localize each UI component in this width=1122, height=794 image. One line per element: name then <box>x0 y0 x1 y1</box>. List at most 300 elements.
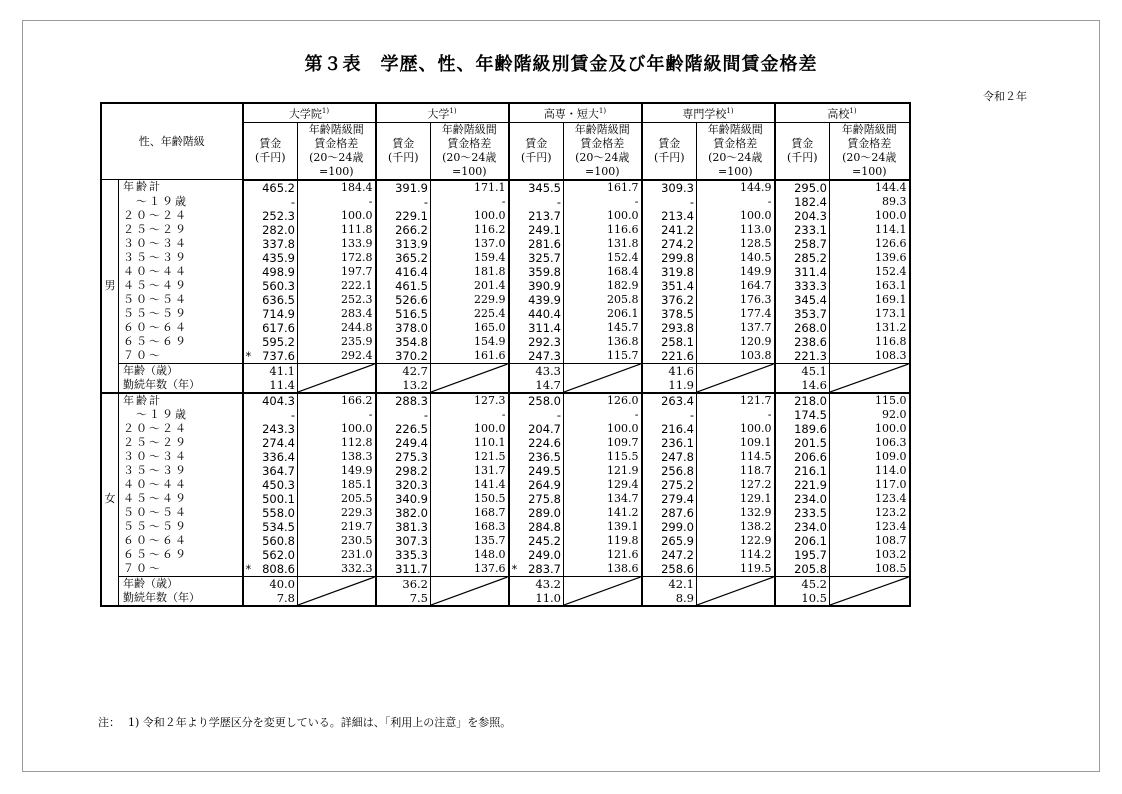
wage-diff-value: 165.0 <box>431 321 509 335</box>
wage-diff-value: 121.9 <box>564 464 642 478</box>
wage-diff-value: 138.2 <box>697 520 775 534</box>
wage-diff-value: 100.0 <box>431 422 509 436</box>
age-group-label: ６５～６９ <box>119 548 243 562</box>
wage-diff-value: 113.0 <box>697 223 775 237</box>
wage-value: 560.3 <box>243 279 298 293</box>
wage-value: 236.1 <box>642 436 697 450</box>
wage-value: 560.8 <box>243 534 298 548</box>
wage-value: 234.0 <box>775 520 830 534</box>
age-group-label: ７０～ <box>119 349 243 364</box>
wage-diff-value: 169.1 <box>830 293 910 307</box>
wage-diff-value: 100.0 <box>564 422 642 436</box>
wage-value: 275.8 <box>509 492 564 506</box>
wage-diff-value: 111.8 <box>298 223 376 237</box>
wage-diff-value: 201.4 <box>431 279 509 293</box>
wage-value: - <box>376 195 431 209</box>
wage-diff-value: 252.3 <box>298 293 376 307</box>
wage-diff-value: 128.5 <box>697 237 775 251</box>
wage-diff-value: 139.1 <box>564 520 642 534</box>
wage-value: 201.5 <box>775 436 830 450</box>
wage-value: 204.7 <box>509 422 564 436</box>
wage-diff-value: 129.4 <box>564 478 642 492</box>
wage-diff-column-header: 年齢階級間 賃金格差 (20～24歳 =100) <box>431 122 509 180</box>
table-row <box>101 349 910 364</box>
wage-diff-value: - <box>697 195 775 209</box>
table-row <box>101 180 910 195</box>
table-row <box>101 436 910 450</box>
wage-value: 391.9 <box>376 180 431 195</box>
wage-diff-value: 103.2 <box>830 548 910 562</box>
diagonal-slash <box>298 576 376 606</box>
table-row <box>101 548 910 562</box>
wage-value: 287.6 <box>642 506 697 520</box>
wage-value: 249.1 <box>509 223 564 237</box>
wage-value: 258.0 <box>509 393 564 408</box>
table-row <box>101 335 910 349</box>
wage-diff-column-header: 年齢階級間 賃金格差 (20～24歳 =100) <box>830 122 910 180</box>
wage-value: 274.4 <box>243 436 298 450</box>
wage-diff-value: 149.9 <box>697 265 775 279</box>
age-group-label: ２５～２９ <box>119 223 243 237</box>
wage-diff-value: 116.8 <box>830 335 910 349</box>
wage-diff-value: 154.9 <box>431 335 509 349</box>
wage-diff-value: 168.7 <box>431 506 509 520</box>
service-years-value: 14.6 <box>775 378 830 393</box>
wage-value: 204.3 <box>775 209 830 223</box>
wage-value: 289.0 <box>509 506 564 520</box>
wage-value: 182.4 <box>775 195 830 209</box>
sex-label: 男 <box>101 180 119 393</box>
wage-diff-value: - <box>298 408 376 422</box>
wage-value: 292.3 <box>509 335 564 349</box>
service-years-value: 14.7 <box>509 378 564 393</box>
wage-value: * 283.7 <box>509 562 564 577</box>
wage-value: 390.9 <box>509 279 564 293</box>
wage-value: 337.8 <box>243 237 298 251</box>
diagonal-slash <box>830 363 910 393</box>
service-years-value: 10.5 <box>775 591 830 606</box>
wage-diff-value: 109.1 <box>697 436 775 450</box>
wage-value: 174.5 <box>775 408 830 422</box>
wage-value: 378.0 <box>376 321 431 335</box>
wage-value: 216.4 <box>642 422 697 436</box>
wage-diff-value: 138.6 <box>564 562 642 577</box>
wage-value: - <box>642 195 697 209</box>
wage-value: 298.2 <box>376 464 431 478</box>
wage-value: 376.2 <box>642 293 697 307</box>
table-row <box>101 293 910 307</box>
wage-diff-value: 149.9 <box>298 464 376 478</box>
wage-diff-value: 123.4 <box>830 520 910 534</box>
wage-column-header: 賃金 (千円) <box>642 122 697 180</box>
wage-diff-value: 100.0 <box>431 209 509 223</box>
wage-value: * 808.6 <box>243 562 298 577</box>
wage-diff-value: 152.4 <box>830 265 910 279</box>
wage-diff-value: 114.2 <box>697 548 775 562</box>
service-years-label: 勤続年数（年） <box>119 591 243 606</box>
wage-value: 205.8 <box>775 562 830 577</box>
wage-value: 382.0 <box>376 506 431 520</box>
wage-value: 351.4 <box>642 279 697 293</box>
wage-value: 311.4 <box>509 321 564 335</box>
age-group-label: ３０～３４ <box>119 450 243 464</box>
wage-value: 333.3 <box>775 279 830 293</box>
wage-value: 299.8 <box>642 251 697 265</box>
wage-value: 258.7 <box>775 237 830 251</box>
age-group-label: ３５～３９ <box>119 464 243 478</box>
wage-value: 206.6 <box>775 450 830 464</box>
wage-value: 258.6 <box>642 562 697 577</box>
edu-header: 大学院$^{1)}$ <box>243 103 376 122</box>
wage-diff-value: 166.2 <box>298 393 376 408</box>
wage-diff-value: 163.1 <box>830 279 910 293</box>
wage-value: 435.9 <box>243 251 298 265</box>
age-group-label: ２０～２４ <box>119 209 243 223</box>
service-years-value: 7.8 <box>243 591 298 606</box>
wage-diff-value: 177.4 <box>697 307 775 321</box>
edu-header: 高校$^{1)}$ <box>775 103 910 122</box>
wage-diff-value: 225.4 <box>431 307 509 321</box>
wage-value: 293.8 <box>642 321 697 335</box>
diagonal-slash <box>298 363 376 393</box>
wage-value: 404.3 <box>243 393 298 408</box>
age-group-label: ５５～５９ <box>119 307 243 321</box>
wage-diff-value: 120.9 <box>697 335 775 349</box>
wage-diff-value: 161.7 <box>564 180 642 195</box>
wage-value: 319.8 <box>642 265 697 279</box>
wage-diff-value: 129.1 <box>697 492 775 506</box>
wage-diff-value: 229.9 <box>431 293 509 307</box>
wage-diff-value: 197.7 <box>298 265 376 279</box>
wage-diff-value: - <box>564 408 642 422</box>
wage-value: 247.2 <box>642 548 697 562</box>
age-group-label: ５０～５４ <box>119 293 243 307</box>
wage-value: 516.5 <box>376 307 431 321</box>
wage-value: 636.5 <box>243 293 298 307</box>
wage-diff-value: 116.6 <box>564 223 642 237</box>
wage-diff-value: 114.5 <box>697 450 775 464</box>
wage-diff-value: 100.0 <box>564 209 642 223</box>
wage-diff-value: 134.7 <box>564 492 642 506</box>
wage-value: 274.2 <box>642 237 697 251</box>
wage-value: 526.6 <box>376 293 431 307</box>
wage-value: 229.1 <box>376 209 431 223</box>
average-age-label: 年齢（歳） <box>119 363 243 378</box>
age-group-label: ２５～２９ <box>119 436 243 450</box>
wage-value: 353.7 <box>775 307 830 321</box>
wage-value: 282.0 <box>243 223 298 237</box>
wage-diff-value: 144.4 <box>830 180 910 195</box>
wage-diff-value: 219.7 <box>298 520 376 534</box>
wage-diff-value: 100.0 <box>697 209 775 223</box>
wage-diff-value: 137.6 <box>431 562 509 577</box>
wage-value: 562.0 <box>243 548 298 562</box>
wage-diff-value: 117.0 <box>830 478 910 492</box>
wage-diff-value: 108.3 <box>830 349 910 364</box>
table-row <box>101 223 910 237</box>
wage-value: 249.4 <box>376 436 431 450</box>
wage-value: 450.3 <box>243 478 298 492</box>
wage-diff-column-header: 年齢階級間 賃金格差 (20～24歳 =100) <box>697 122 775 180</box>
wage-diff-value: 106.3 <box>830 436 910 450</box>
wage-diff-value: 131.2 <box>830 321 910 335</box>
wage-value: - <box>376 408 431 422</box>
age-group-label: ３０～３４ <box>119 237 243 251</box>
wage-value: 534.5 <box>243 520 298 534</box>
asterisk-mark: * <box>245 348 252 363</box>
average-age-value: 43.3 <box>509 363 564 378</box>
diagonal-slash <box>564 363 642 393</box>
wage-value: 345.5 <box>509 180 564 195</box>
wage-value: 498.9 <box>243 265 298 279</box>
wage-value: 279.4 <box>642 492 697 506</box>
asterisk-mark: * <box>245 561 252 576</box>
average-age-value: 45.2 <box>775 576 830 591</box>
diagonal-slash <box>431 576 509 606</box>
wage-diff-value: 148.0 <box>431 548 509 562</box>
diagonal-slash <box>564 576 642 606</box>
wage-diff-value: 176.3 <box>697 293 775 307</box>
wage-diff-value: 168.4 <box>564 265 642 279</box>
service-years-value: 11.4 <box>243 378 298 393</box>
age-group-label: ４５～４９ <box>119 492 243 506</box>
age-group-label: ６０～６４ <box>119 534 243 548</box>
wage-diff-value: 92.0 <box>830 408 910 422</box>
wage-diff-value: 100.0 <box>830 209 910 223</box>
wage-value: 256.8 <box>642 464 697 478</box>
wage-diff-value: 230.5 <box>298 534 376 548</box>
wage-diff-value: 119.8 <box>564 534 642 548</box>
wage-value: 243.3 <box>243 422 298 436</box>
wage-diff-value: 115.0 <box>830 393 910 408</box>
wage-value: 299.0 <box>642 520 697 534</box>
table-row <box>101 279 910 293</box>
wage-value: 247.3 <box>509 349 564 364</box>
wage-diff-value: 114.0 <box>830 464 910 478</box>
wage-value: 264.9 <box>509 478 564 492</box>
wage-value: - <box>509 408 564 422</box>
table-row <box>101 562 910 577</box>
age-group-label: ２０～２４ <box>119 422 243 436</box>
wage-value: 224.6 <box>509 436 564 450</box>
wage-diff-value: 123.4 <box>830 492 910 506</box>
wage-diff-value: 168.3 <box>431 520 509 534</box>
wage-value: 281.6 <box>509 237 564 251</box>
average-age-value: 36.2 <box>376 576 431 591</box>
wage-value: 221.9 <box>775 478 830 492</box>
table-row <box>101 506 910 520</box>
wage-value: 416.4 <box>376 265 431 279</box>
wage-diff-value: 152.4 <box>564 251 642 265</box>
table-row <box>101 265 910 279</box>
sex-label: 女 <box>101 393 119 606</box>
service-years-value: 7.5 <box>376 591 431 606</box>
age-group-label: ５０～５４ <box>119 506 243 520</box>
wage-value: 263.4 <box>642 393 697 408</box>
age-group-label: ～１９歳 <box>119 408 243 422</box>
service-years-value: 8.9 <box>642 591 697 606</box>
average-age-row <box>101 363 910 378</box>
wage-value: 189.6 <box>775 422 830 436</box>
wage-value: 558.0 <box>243 506 298 520</box>
wage-diff-value: 100.0 <box>697 422 775 436</box>
wage-value: 226.5 <box>376 422 431 436</box>
wage-value: 617.6 <box>243 321 298 335</box>
wage-value: 714.9 <box>243 307 298 321</box>
wage-diff-value: 123.2 <box>830 506 910 520</box>
wage-diff-value: 144.9 <box>697 180 775 195</box>
wage-value: 288.3 <box>376 393 431 408</box>
wage-diff-value: 115.7 <box>564 349 642 364</box>
wage-diff-value: 121.7 <box>697 393 775 408</box>
wage-value: 247.8 <box>642 450 697 464</box>
table-row <box>101 307 910 321</box>
wage-diff-value: 150.5 <box>431 492 509 506</box>
wage-diff-value: 136.8 <box>564 335 642 349</box>
service-years-value: 13.2 <box>376 378 431 393</box>
table-row <box>101 251 910 265</box>
wage-value: 359.8 <box>509 265 564 279</box>
age-group-label: ～１９歳 <box>119 195 243 209</box>
wage-diff-value: 332.3 <box>298 562 376 577</box>
wage-diff-value: 222.1 <box>298 279 376 293</box>
wage-diff-value: 185.1 <box>298 478 376 492</box>
wage-value: 236.5 <box>509 450 564 464</box>
average-age-value: 43.2 <box>509 576 564 591</box>
wage-diff-value: 229.3 <box>298 506 376 520</box>
edu-header: 高専・短大$^{1)}$ <box>509 103 642 122</box>
wage-diff-value: 159.4 <box>431 251 509 265</box>
table-row <box>101 478 910 492</box>
wage-value: 364.7 <box>243 464 298 478</box>
wage-value: 365.2 <box>376 251 431 265</box>
wage-value: 336.4 <box>243 450 298 464</box>
wage-table <box>100 102 911 607</box>
wage-value: 311.7 <box>376 562 431 577</box>
wage-value: 233.5 <box>775 506 830 520</box>
wage-diff-value: 122.9 <box>697 534 775 548</box>
wage-diff-value: 235.9 <box>298 335 376 349</box>
wage-value: 595.2 <box>243 335 298 349</box>
diagonal-slash <box>431 363 509 393</box>
wage-diff-value: 140.5 <box>697 251 775 265</box>
wage-value: 275.3 <box>376 450 431 464</box>
table-row <box>101 534 910 548</box>
wage-diff-value: 184.4 <box>298 180 376 195</box>
service-years-value: 11.0 <box>509 591 564 606</box>
wage-value: 325.7 <box>509 251 564 265</box>
average-age-label: 年齢（歳） <box>119 576 243 591</box>
wage-diff-value: 206.1 <box>564 307 642 321</box>
table-row <box>101 209 910 223</box>
table-row <box>101 422 910 436</box>
wage-diff-value: 127.3 <box>431 393 509 408</box>
wage-value: 213.4 <box>642 209 697 223</box>
wage-value: 218.0 <box>775 393 830 408</box>
wage-value: 340.9 <box>376 492 431 506</box>
wage-value: 439.9 <box>509 293 564 307</box>
wage-diff-value: 114.1 <box>830 223 910 237</box>
age-group-label: ４０～４４ <box>119 478 243 492</box>
wage-diff-value: 131.8 <box>564 237 642 251</box>
diagonal-slash <box>830 576 910 606</box>
wage-diff-value: - <box>564 195 642 209</box>
wage-diff-value: 131.7 <box>431 464 509 478</box>
wage-value: 249.0 <box>509 548 564 562</box>
wage-diff-value: 173.1 <box>830 307 910 321</box>
wage-diff-value: 116.2 <box>431 223 509 237</box>
service-years-value: 11.9 <box>642 378 697 393</box>
edu-header: 大学$^{1)}$ <box>376 103 509 122</box>
diagonal-slash <box>697 576 775 606</box>
wage-value: * 737.6 <box>243 349 298 364</box>
wage-value: 275.2 <box>642 478 697 492</box>
wage-value: 284.8 <box>509 520 564 534</box>
wage-value: 311.4 <box>775 265 830 279</box>
footnote-prefix: 注： <box>98 716 120 729</box>
wage-value: 354.8 <box>376 335 431 349</box>
wage-value: 370.2 <box>376 349 431 364</box>
asterisk-mark: * <box>511 561 518 576</box>
wage-column-header: 賃金 (千円) <box>775 122 830 180</box>
average-age-row <box>101 576 910 591</box>
table-row <box>101 520 910 534</box>
age-group-label: 年齢計 <box>119 393 243 408</box>
wage-diff-value: 137.0 <box>431 237 509 251</box>
wage-diff-value: 108.5 <box>830 562 910 577</box>
wage-diff-value: 244.8 <box>298 321 376 335</box>
wage-diff-value: 139.6 <box>830 251 910 265</box>
row-label-header: 性、年齢階級 <box>101 103 243 180</box>
average-age-value: 42.1 <box>642 576 697 591</box>
wage-column-header: 賃金 (千円) <box>243 122 298 180</box>
wage-value: 500.1 <box>243 492 298 506</box>
year-label: 令和２年 <box>983 90 1027 103</box>
wage-value: 216.1 <box>775 464 830 478</box>
wage-value: 221.3 <box>775 349 830 364</box>
wage-value: 221.6 <box>642 349 697 364</box>
wage-value: 195.7 <box>775 548 830 562</box>
wage-diff-value: 172.8 <box>298 251 376 265</box>
average-age-value: 40.0 <box>243 576 298 591</box>
wage-diff-value: - <box>697 408 775 422</box>
wage-value: 335.3 <box>376 548 431 562</box>
wage-value: 249.5 <box>509 464 564 478</box>
wage-diff-value: 182.9 <box>564 279 642 293</box>
wage-diff-value: 115.5 <box>564 450 642 464</box>
wage-diff-value: 100.0 <box>298 422 376 436</box>
table-row <box>101 492 910 506</box>
wage-value: 461.5 <box>376 279 431 293</box>
wage-value: 241.2 <box>642 223 697 237</box>
wage-value: 295.0 <box>775 180 830 195</box>
wage-value: 213.7 <box>509 209 564 223</box>
age-group-label: 年齢計 <box>119 180 243 195</box>
diagonal-slash <box>697 363 775 393</box>
average-age-value: 41.6 <box>642 363 697 378</box>
wage-value: 309.3 <box>642 180 697 195</box>
wage-diff-value: 137.7 <box>697 321 775 335</box>
wage-column-header: 賃金 (千円) <box>509 122 564 180</box>
wage-value: 307.3 <box>376 534 431 548</box>
wage-diff-value: 145.7 <box>564 321 642 335</box>
wage-value: 268.0 <box>775 321 830 335</box>
age-group-label: ５５～５９ <box>119 520 243 534</box>
wage-value: 245.2 <box>509 534 564 548</box>
wage-value: 381.3 <box>376 520 431 534</box>
wage-diff-value: 109.7 <box>564 436 642 450</box>
wage-value: 285.2 <box>775 251 830 265</box>
